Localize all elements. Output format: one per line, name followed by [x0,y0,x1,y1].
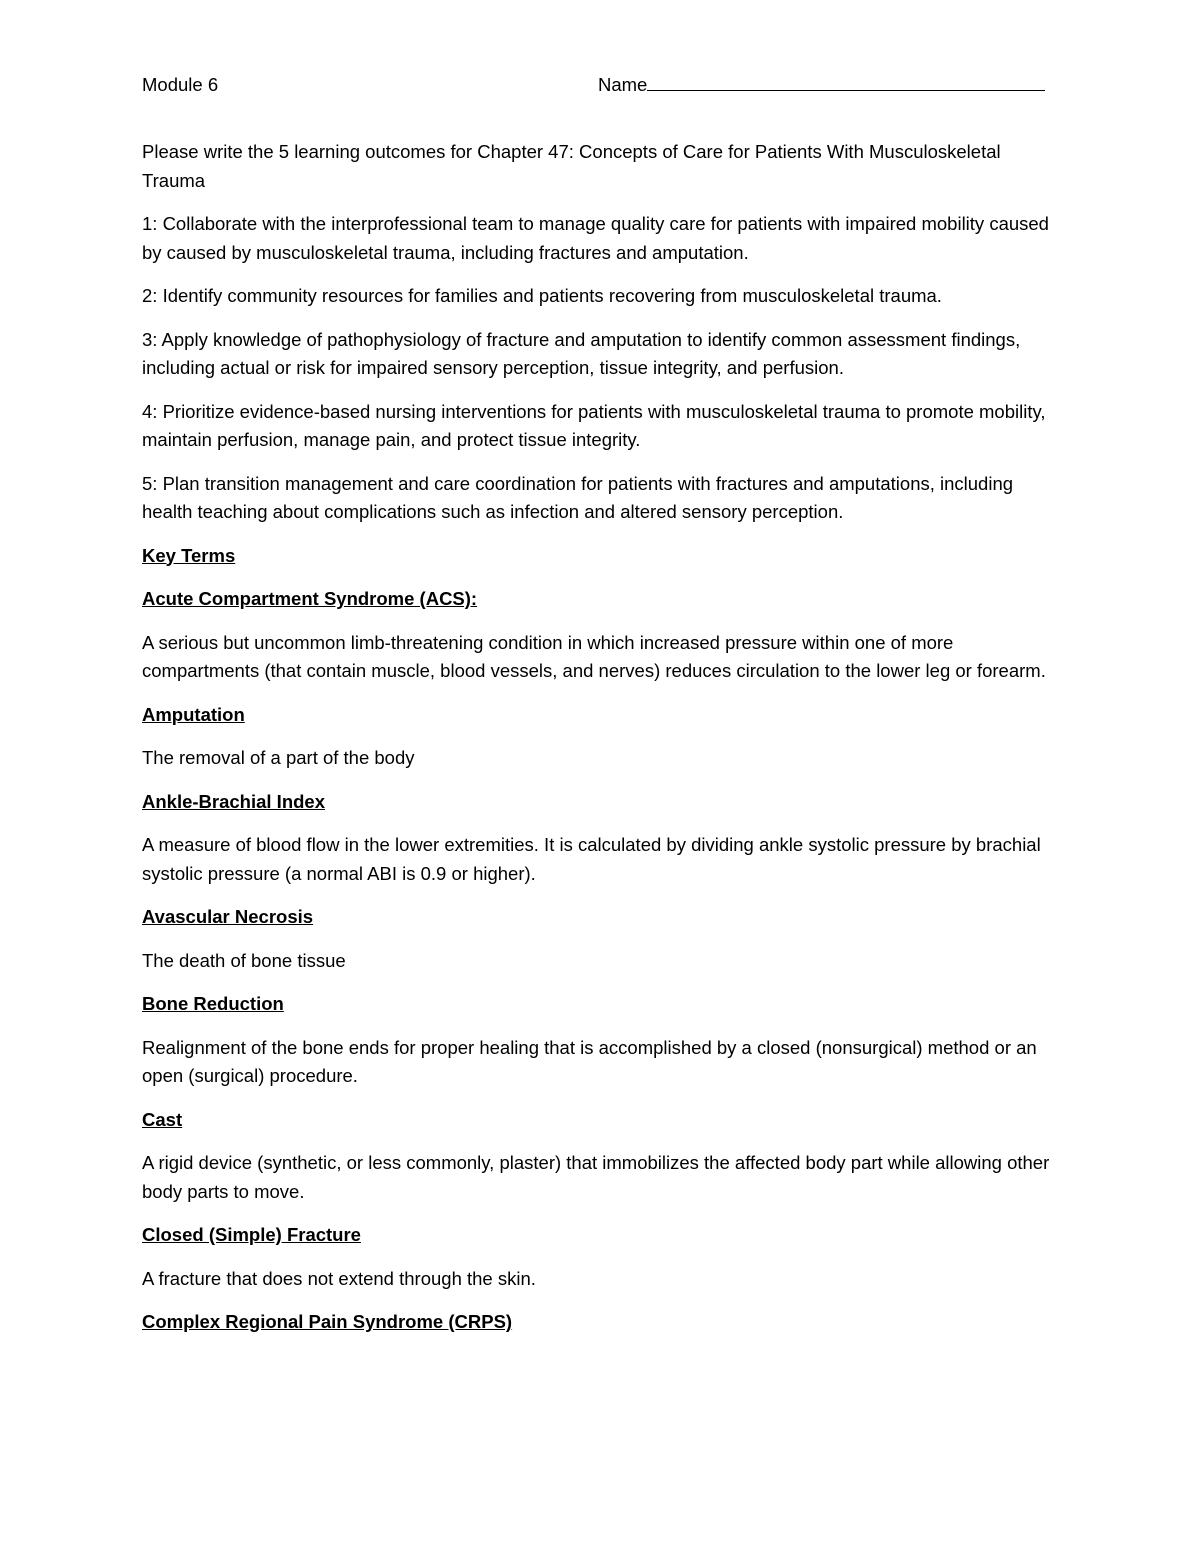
term-definition: A fracture that does not extend through the skin. [142,1267,536,1289]
term-definition: The death of bone tissue [142,949,346,971]
term-definition: The removal of a part of the body [142,747,415,768]
term-definition: Realignment of the bone ends for proper healing that is accomplished by a closed (nonsurgical) method or an open (surgical) procedure. [142,1036,1037,1086]
learning-outcome-4: 4: Prioritize evidence-based nursing interventions for patients with musculoskeletal trauma to promote mobility, maintain perfusion, manage pain, and protect tissue integrity. [142,400,1046,450]
prompt-text: Please write the 5 learning outcomes for Chapter 47: Concepts of Care for Patients With Musculoskeletal Trauma [142,141,1001,191]
learning-outcome-2: 2: Identify community resources for families and patients recovering from musculoskeletal trauma. [142,285,942,306]
name-field [598,70,1045,100]
module-label: Module 6 [142,74,219,95]
term-definition: A measure of blood flow in the lower extremities. It is calculated by dividing ankle systolic pressure by brachial systolic pressure (a normal ABI is 0.9 or higher). [142,834,1041,884]
term-heading: Bone Reduction [142,993,284,1014]
term-heading: Closed (Simple) Fracture [142,1224,361,1245]
term-definition: A rigid device (synthetic, or less commonly, plaster) that immobilizes the affected body part while allowing other body parts to move. [142,1152,1050,1202]
term-heading: Cast [142,1108,183,1130]
term-heading: Ankle-Brachial Index [142,790,326,812]
learning-outcome-1: 1: Collaborate with the interprofessional team to manage quality care for patients with impaired mobility caused by caused by musculoskeletal trauma, including fractures and amputation. [142,213,1049,263]
term-heading: Amputation [142,703,245,725]
term-heading: Avascular Necrosis [142,906,314,927]
term-heading: Complex Regional Pain Syndrome (CRPS) [142,1311,513,1332]
page-header [142,70,1060,100]
name-blank-line [647,71,1045,91]
term-definition: A serious but uncommon limb-threatening condition in which increased pressure within one of more compartments (that contain muscle, blood vessels, and nerves) reduces circulation to the lower leg or forearm. [142,631,1046,681]
term-heading: Acute Compartment Syndrome (ACS): [142,588,478,609]
document-body [142,138,1060,1337]
key-terms-heading: Key Terms [142,544,236,566]
learning-outcome-5: 5: Plan transition management and care coordination for patients with fractures and amputations, including health teaching about complications such as infection and altered sensory perception. [142,472,1014,522]
name-label: Name [598,74,648,95]
learning-outcome-3: 3: Apply knowledge of pathophysiology of fracture and amputation to identify common assessment findings, including actual or risk for impaired sensory perception, tissue integrity, and perfusion. [142,328,1021,378]
